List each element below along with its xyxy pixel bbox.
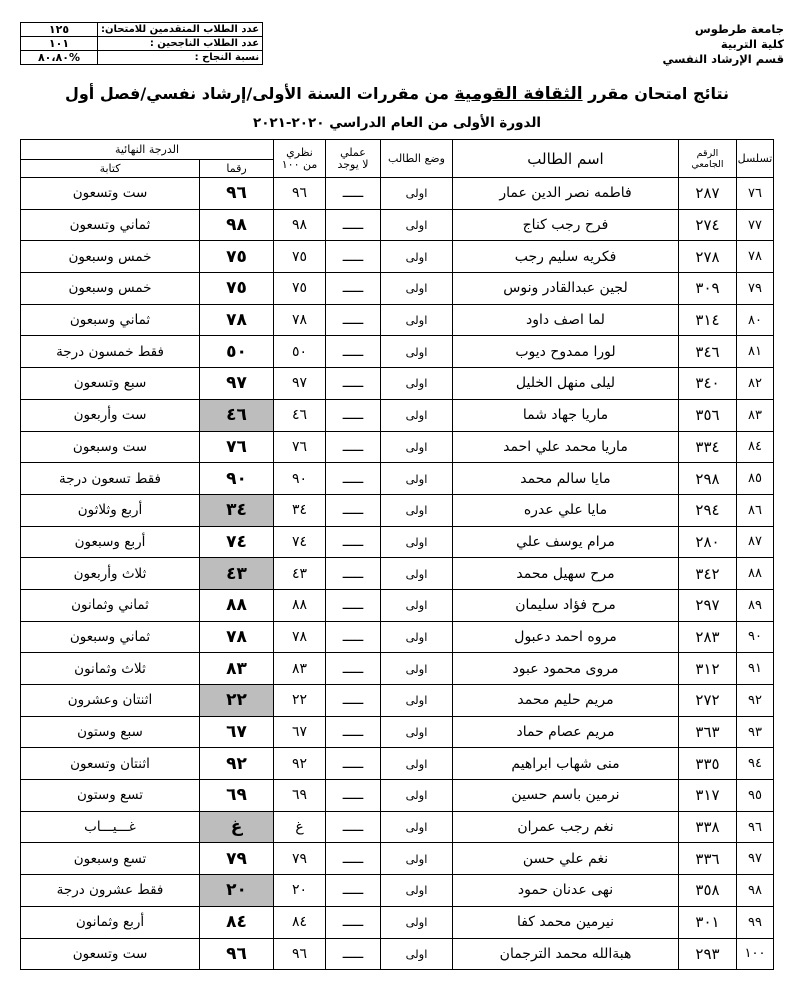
student-name-cell: مرح فؤاد سليمان xyxy=(453,589,679,621)
student-name-cell: لجين عبدالقادر ونوس xyxy=(453,273,679,305)
theory-grade-cell: ٩٦ xyxy=(274,938,326,970)
final-grade-words-cell: ثماني وتسعون xyxy=(21,209,200,241)
university-number-cell: ٣٠٩ xyxy=(679,273,737,305)
university-number-cell: ٢٧٢ xyxy=(679,685,737,717)
stat-row xyxy=(21,37,263,51)
uni-number-header-line2: الجامعي xyxy=(691,158,724,170)
final-grade-digits-cell: غ xyxy=(200,811,274,843)
final-grade-digits-cell: ٤٦ xyxy=(200,399,274,431)
practical-grade-cell: ـــــ xyxy=(326,748,381,780)
exam-stats-box xyxy=(20,22,263,65)
final-grade-words-cell: غـــيـــاب xyxy=(21,811,200,843)
table-row xyxy=(21,178,774,210)
student-status-cell: اولى xyxy=(381,843,453,875)
serial-cell: ٨٩ xyxy=(737,589,774,621)
final-grade-words-cell: فقط عشرون درجة xyxy=(21,875,200,907)
stat-label: نسبة النجاح : xyxy=(98,51,263,65)
student-status-cell: اولى xyxy=(381,589,453,621)
final-grade-digits-cell: ٨٤ xyxy=(200,906,274,938)
serial-cell: ٩٥ xyxy=(737,780,774,812)
university-number-cell: ٣٣٥ xyxy=(679,748,737,780)
final-grade-words-cell: تسع وسبعون xyxy=(21,843,200,875)
student-name-cell: مروه احمد دعبول xyxy=(453,621,679,653)
final-grade-words-cell: اثنتان وعشرون xyxy=(21,685,200,717)
table-row xyxy=(21,685,774,717)
student-status-cell: اولى xyxy=(381,399,453,431)
final-grade-words-cell: سبع وستون xyxy=(21,716,200,748)
page-title xyxy=(0,84,794,104)
practical-grade-cell: ـــــ xyxy=(326,178,381,210)
table-row xyxy=(21,526,774,558)
table-row xyxy=(21,716,774,748)
university-number-cell: ٢٧٤ xyxy=(679,209,737,241)
practical-grade-cell: ـــــ xyxy=(326,336,381,368)
serial-cell: ٩٣ xyxy=(737,716,774,748)
final-grade-words-cell: خمس وسبعون xyxy=(21,241,200,273)
serial-cell: ٨٨ xyxy=(737,558,774,590)
university-number-cell: ٣٣٤ xyxy=(679,431,737,463)
university-number-cell: ٢٩٧ xyxy=(679,589,737,621)
table-row xyxy=(21,431,774,463)
table-row xyxy=(21,399,774,431)
results-body xyxy=(21,178,774,970)
serial-cell: ٩٧ xyxy=(737,843,774,875)
student-status-cell: اولى xyxy=(381,811,453,843)
table-row xyxy=(21,621,774,653)
serial-cell: ٨٣ xyxy=(737,399,774,431)
practical-grade-cell: ـــــ xyxy=(326,906,381,938)
serial-cell: ٩٨ xyxy=(737,875,774,907)
practical-grade-cell: ـــــ xyxy=(326,875,381,907)
final-grade-digits-cell: ٦٧ xyxy=(200,716,274,748)
practical-grade-cell: ـــــ xyxy=(326,938,381,970)
theory-grade-cell: ٩٨ xyxy=(274,209,326,241)
table-row xyxy=(21,938,774,970)
header-row xyxy=(21,140,774,160)
final-grade-words-cell: سبع وتسعون xyxy=(21,368,200,400)
theory-grade-cell: ٧٨ xyxy=(274,621,326,653)
student-status-cell: اولى xyxy=(381,463,453,495)
title-suffix: من مقررات السنة الأولى/إرشاد نفسي/فصل أول xyxy=(64,84,455,103)
university-number-cell: ٣٤٠ xyxy=(679,368,737,400)
theory-grade-cell: ٨٣ xyxy=(274,653,326,685)
student-name-cell: فكريه سليم رجب xyxy=(453,241,679,273)
student-name-cell: فاطمه نصر الدين عمار xyxy=(453,178,679,210)
final-grade-digits-cell: ٧٦ xyxy=(200,431,274,463)
student-name-cell: هبةالله محمد الترجمان xyxy=(453,938,679,970)
student-status-cell: اولى xyxy=(381,368,453,400)
final-grade-digits-cell: ٩٢ xyxy=(200,748,274,780)
col-serial-header: تسلسل xyxy=(737,140,774,178)
theory-grade-cell: ٩٢ xyxy=(274,748,326,780)
final-grade-digits-cell: ٢٠ xyxy=(200,875,274,907)
student-status-cell: اولى xyxy=(381,875,453,907)
serial-cell: ٨٦ xyxy=(737,494,774,526)
final-grade-digits-cell: ٤٣ xyxy=(200,558,274,590)
theory-grade-cell: ٧٥ xyxy=(274,273,326,305)
serial-cell: ٩٩ xyxy=(737,906,774,938)
student-status-cell: اولى xyxy=(381,780,453,812)
theory-header-line1: نظري xyxy=(286,145,313,159)
student-status-cell: اولى xyxy=(381,748,453,780)
final-grade-words-cell: ست وتسعون xyxy=(21,178,200,210)
table-row xyxy=(21,304,774,336)
final-grade-words-cell: ثماني وثمانون xyxy=(21,589,200,621)
theory-grade-cell: ٩٦ xyxy=(274,178,326,210)
student-name-cell: نهى عدنان حمود xyxy=(453,875,679,907)
practical-grade-cell: ـــــ xyxy=(326,558,381,590)
student-name-cell: ماريا جهاد شما xyxy=(453,399,679,431)
stat-row xyxy=(21,23,263,37)
university-number-cell: ٣٠١ xyxy=(679,906,737,938)
col-final-header: الدرجة النهائية xyxy=(21,140,274,160)
table-row xyxy=(21,843,774,875)
practical-grade-cell: ـــــ xyxy=(326,589,381,621)
uni-number-header-line1: الرقم xyxy=(696,147,719,159)
university-number-cell: ٣٦٣ xyxy=(679,716,737,748)
student-name-cell: مروى محمود عبود xyxy=(453,653,679,685)
theory-grade-cell: ٩٠ xyxy=(274,463,326,495)
student-status-cell: اولى xyxy=(381,178,453,210)
theory-grade-cell: ٨٨ xyxy=(274,589,326,621)
final-grade-digits-cell: ٩٠ xyxy=(200,463,274,495)
final-grade-digits-cell: ٩٦ xyxy=(200,178,274,210)
practical-grade-cell: ـــــ xyxy=(326,811,381,843)
final-grade-words-cell: ست وأربعون xyxy=(21,399,200,431)
student-status-cell: اولى xyxy=(381,526,453,558)
table-row xyxy=(21,780,774,812)
serial-cell: ٩١ xyxy=(737,653,774,685)
theory-grade-cell: ٤٦ xyxy=(274,399,326,431)
theory-header-line2: من ١٠٠ xyxy=(281,157,318,171)
final-grade-digits-cell: ٩٧ xyxy=(200,368,274,400)
col-theory-header xyxy=(274,140,326,178)
stat-value: %٨٠،٨٠ xyxy=(21,51,98,65)
final-grade-digits-cell: ٩٦ xyxy=(200,938,274,970)
final-grade-digits-cell: ٧٨ xyxy=(200,304,274,336)
university-number-cell: ٣٥٨ xyxy=(679,875,737,907)
practical-grade-cell: ـــــ xyxy=(326,843,381,875)
final-grade-words-cell: أربع وسبعون xyxy=(21,526,200,558)
final-grade-words-cell: تسع وستون xyxy=(21,780,200,812)
theory-grade-cell: ٦٩ xyxy=(274,780,326,812)
practical-header-line1: عملي xyxy=(340,145,366,159)
student-name-cell: مايا علي عدره xyxy=(453,494,679,526)
theory-grade-cell: ٩٧ xyxy=(274,368,326,400)
university-name: جامعة طرطوس xyxy=(694,22,784,36)
final-grade-digits-cell: ٦٩ xyxy=(200,780,274,812)
stat-value: ١٠١ xyxy=(21,37,98,51)
faculty-name: كلية التربية xyxy=(720,37,784,51)
final-grade-digits-cell: ٧٥ xyxy=(200,273,274,305)
student-status-cell: اولى xyxy=(381,938,453,970)
university-number-cell: ٢٩٨ xyxy=(679,463,737,495)
serial-cell: ٧٩ xyxy=(737,273,774,305)
student-name-cell: لما اصف داود xyxy=(453,304,679,336)
table-row xyxy=(21,653,774,685)
university-number-cell: ٣٥٦ xyxy=(679,399,737,431)
serial-cell: ٨٠ xyxy=(737,304,774,336)
serial-cell: ٩٦ xyxy=(737,811,774,843)
serial-cell: ٩٢ xyxy=(737,685,774,717)
university-number-cell: ٢٩٣ xyxy=(679,938,737,970)
student-name-cell: ماريا محمد علي احمد xyxy=(453,431,679,463)
table-row xyxy=(21,558,774,590)
student-name-cell: نيرمين محمد كفا xyxy=(453,906,679,938)
university-number-cell: ٣٣٨ xyxy=(679,811,737,843)
theory-grade-cell: ٧٥ xyxy=(274,241,326,273)
theory-grade-cell: ٦٧ xyxy=(274,716,326,748)
practical-grade-cell: ـــــ xyxy=(326,368,381,400)
table-row xyxy=(21,463,774,495)
practical-grade-cell: ـــــ xyxy=(326,780,381,812)
table-row xyxy=(21,811,774,843)
university-number-cell: ٣١٧ xyxy=(679,780,737,812)
stat-label: عدد الطلاب المتقدمين للامتحان: xyxy=(98,23,263,37)
final-grade-digits-cell: ٧٥ xyxy=(200,241,274,273)
final-grade-words-cell: خمس وسبعون xyxy=(21,273,200,305)
practical-grade-cell: ـــــ xyxy=(326,653,381,685)
practical-grade-cell: ـــــ xyxy=(326,621,381,653)
theory-grade-cell: ٥٠ xyxy=(274,336,326,368)
university-number-cell: ٢٨٣ xyxy=(679,621,737,653)
final-grade-digits-cell: ٧٨ xyxy=(200,621,274,653)
serial-cell: ٧٨ xyxy=(737,241,774,273)
practical-grade-cell: ـــــ xyxy=(326,399,381,431)
student-name-cell: نغم رجب عمران xyxy=(453,811,679,843)
serial-cell: ٨٤ xyxy=(737,431,774,463)
col-name-header: اسم الطالب xyxy=(453,140,679,178)
student-name-cell: مايا سالم محمد xyxy=(453,463,679,495)
col-status-header: وضع الطالب xyxy=(381,140,453,178)
student-status-cell: اولى xyxy=(381,558,453,590)
final-grade-words-cell: اثنتان وتسعون xyxy=(21,748,200,780)
student-name-cell: مرام يوسف علي xyxy=(453,526,679,558)
final-grade-words-cell: ثماني وسبعون xyxy=(21,621,200,653)
final-grade-words-cell: ست وسبعون xyxy=(21,431,200,463)
col-practical-header xyxy=(326,140,381,178)
table-row xyxy=(21,875,774,907)
table-row xyxy=(21,241,774,273)
practical-grade-cell: ـــــ xyxy=(326,463,381,495)
serial-cell: ٧٦ xyxy=(737,178,774,210)
stat-row xyxy=(21,51,263,65)
serial-cell: ٨٥ xyxy=(737,463,774,495)
student-status-cell: اولى xyxy=(381,494,453,526)
final-grade-digits-cell: ٩٨ xyxy=(200,209,274,241)
table-row xyxy=(21,748,774,780)
final-grade-words-cell: ثماني وسبعون xyxy=(21,304,200,336)
practical-grade-cell: ـــــ xyxy=(326,241,381,273)
title-subject: الثقافة القومية xyxy=(454,84,583,104)
theory-grade-cell: ٣٤ xyxy=(274,494,326,526)
final-grade-digits-cell: ٢٢ xyxy=(200,685,274,717)
theory-grade-cell: ٢٢ xyxy=(274,685,326,717)
serial-cell: ٩٤ xyxy=(737,748,774,780)
serial-cell: ٨٢ xyxy=(737,368,774,400)
university-number-cell: ٣٤٦ xyxy=(679,336,737,368)
student-status-cell: اولى xyxy=(381,336,453,368)
student-name-cell: لورا ممدوح ديوب xyxy=(453,336,679,368)
table-row xyxy=(21,209,774,241)
col-final-words-header: كتابة xyxy=(21,160,200,178)
theory-grade-cell: ٢٠ xyxy=(274,875,326,907)
col-uni-number-header xyxy=(679,140,737,178)
student-name-cell: نغم علي حسن xyxy=(453,843,679,875)
serial-cell: ٨٧ xyxy=(737,526,774,558)
student-status-cell: اولى xyxy=(381,906,453,938)
student-name-cell: مرح سهيل محمد xyxy=(453,558,679,590)
col-final-digits-header: رقما xyxy=(200,160,274,178)
student-status-cell: اولى xyxy=(381,241,453,273)
practical-grade-cell: ـــــ xyxy=(326,685,381,717)
results-table xyxy=(20,139,774,970)
student-name-cell: مريم عصام حماد xyxy=(453,716,679,748)
practical-grade-cell: ـــــ xyxy=(326,273,381,305)
theory-grade-cell: ٧٤ xyxy=(274,526,326,558)
student-status-cell: اولى xyxy=(381,209,453,241)
institution-header xyxy=(663,22,784,67)
stat-value: ١٢٥ xyxy=(21,23,98,37)
university-number-cell: ٣١٤ xyxy=(679,304,737,336)
practical-grade-cell: ـــــ xyxy=(326,209,381,241)
practical-grade-cell: ـــــ xyxy=(326,494,381,526)
final-grade-digits-cell: ٧٤ xyxy=(200,526,274,558)
table-row xyxy=(21,336,774,368)
final-grade-digits-cell: ٧٩ xyxy=(200,843,274,875)
practical-grade-cell: ـــــ xyxy=(326,526,381,558)
practical-grade-cell: ـــــ xyxy=(326,716,381,748)
student-name-cell: نرمين باسم حسين xyxy=(453,780,679,812)
university-number-cell: ٢٨٧ xyxy=(679,178,737,210)
student-status-cell: اولى xyxy=(381,304,453,336)
department-name: قسم الإرشاد النفسي xyxy=(662,52,784,66)
title-prefix: نتائج امتحان مقرر xyxy=(582,84,730,103)
final-grade-words-cell: أربع وثمانون xyxy=(21,906,200,938)
final-grade-words-cell: فقط خمسون درجة xyxy=(21,336,200,368)
university-number-cell: ٣١٢ xyxy=(679,653,737,685)
serial-cell: ١٠٠ xyxy=(737,938,774,970)
serial-cell: ٩٠ xyxy=(737,621,774,653)
serial-cell: ٨١ xyxy=(737,336,774,368)
student-status-cell: اولى xyxy=(381,653,453,685)
practical-grade-cell: ـــــ xyxy=(326,304,381,336)
student-name-cell: فرح رجب كناج xyxy=(453,209,679,241)
page-subtitle: الدورة الأولى من العام الدراسي ٢٠٢٠-٢٠٢١ xyxy=(252,115,542,131)
theory-grade-cell: ٧٨ xyxy=(274,304,326,336)
table-row xyxy=(21,494,774,526)
final-grade-words-cell: ثلاث وأربعون xyxy=(21,558,200,590)
student-name-cell: مريم حليم محمد xyxy=(453,685,679,717)
student-status-cell: اولى xyxy=(381,716,453,748)
student-name-cell: ليلى منهل الخليل xyxy=(453,368,679,400)
university-number-cell: ٢٩٤ xyxy=(679,494,737,526)
university-number-cell: ٣٤٢ xyxy=(679,558,737,590)
table-row xyxy=(21,589,774,621)
final-grade-words-cell: أربع وثلاثون xyxy=(21,494,200,526)
theory-grade-cell: ٧٦ xyxy=(274,431,326,463)
university-number-cell: ٢٨٠ xyxy=(679,526,737,558)
student-status-cell: اولى xyxy=(381,621,453,653)
student-status-cell: اولى xyxy=(381,273,453,305)
theory-grade-cell: غ xyxy=(274,811,326,843)
final-grade-digits-cell: ٨٨ xyxy=(200,589,274,621)
serial-cell: ٧٧ xyxy=(737,209,774,241)
final-grade-words-cell: فقط تسعون درجة xyxy=(21,463,200,495)
final-grade-words-cell: ثلاث وثمانون xyxy=(21,653,200,685)
university-number-cell: ٢٧٨ xyxy=(679,241,737,273)
theory-grade-cell: ٧٩ xyxy=(274,843,326,875)
student-status-cell: اولى xyxy=(381,431,453,463)
final-grade-digits-cell: ٨٣ xyxy=(200,653,274,685)
final-grade-words-cell: ست وتسعون xyxy=(21,938,200,970)
table-row xyxy=(21,273,774,305)
final-grade-digits-cell: ٣٤ xyxy=(200,494,274,526)
table-row xyxy=(21,368,774,400)
student-name-cell: منى شهاب ابراهيم xyxy=(453,748,679,780)
theory-grade-cell: ٤٣ xyxy=(274,558,326,590)
university-number-cell: ٣٣٦ xyxy=(679,843,737,875)
table-row xyxy=(21,906,774,938)
practical-grade-cell: ـــــ xyxy=(326,431,381,463)
theory-grade-cell: ٨٤ xyxy=(274,906,326,938)
final-grade-digits-cell: ٥٠ xyxy=(200,336,274,368)
practical-header-line2: لا يوجد xyxy=(337,157,369,171)
stat-label: عدد الطلاب الناجحين : xyxy=(98,37,263,51)
student-status-cell: اولى xyxy=(381,685,453,717)
